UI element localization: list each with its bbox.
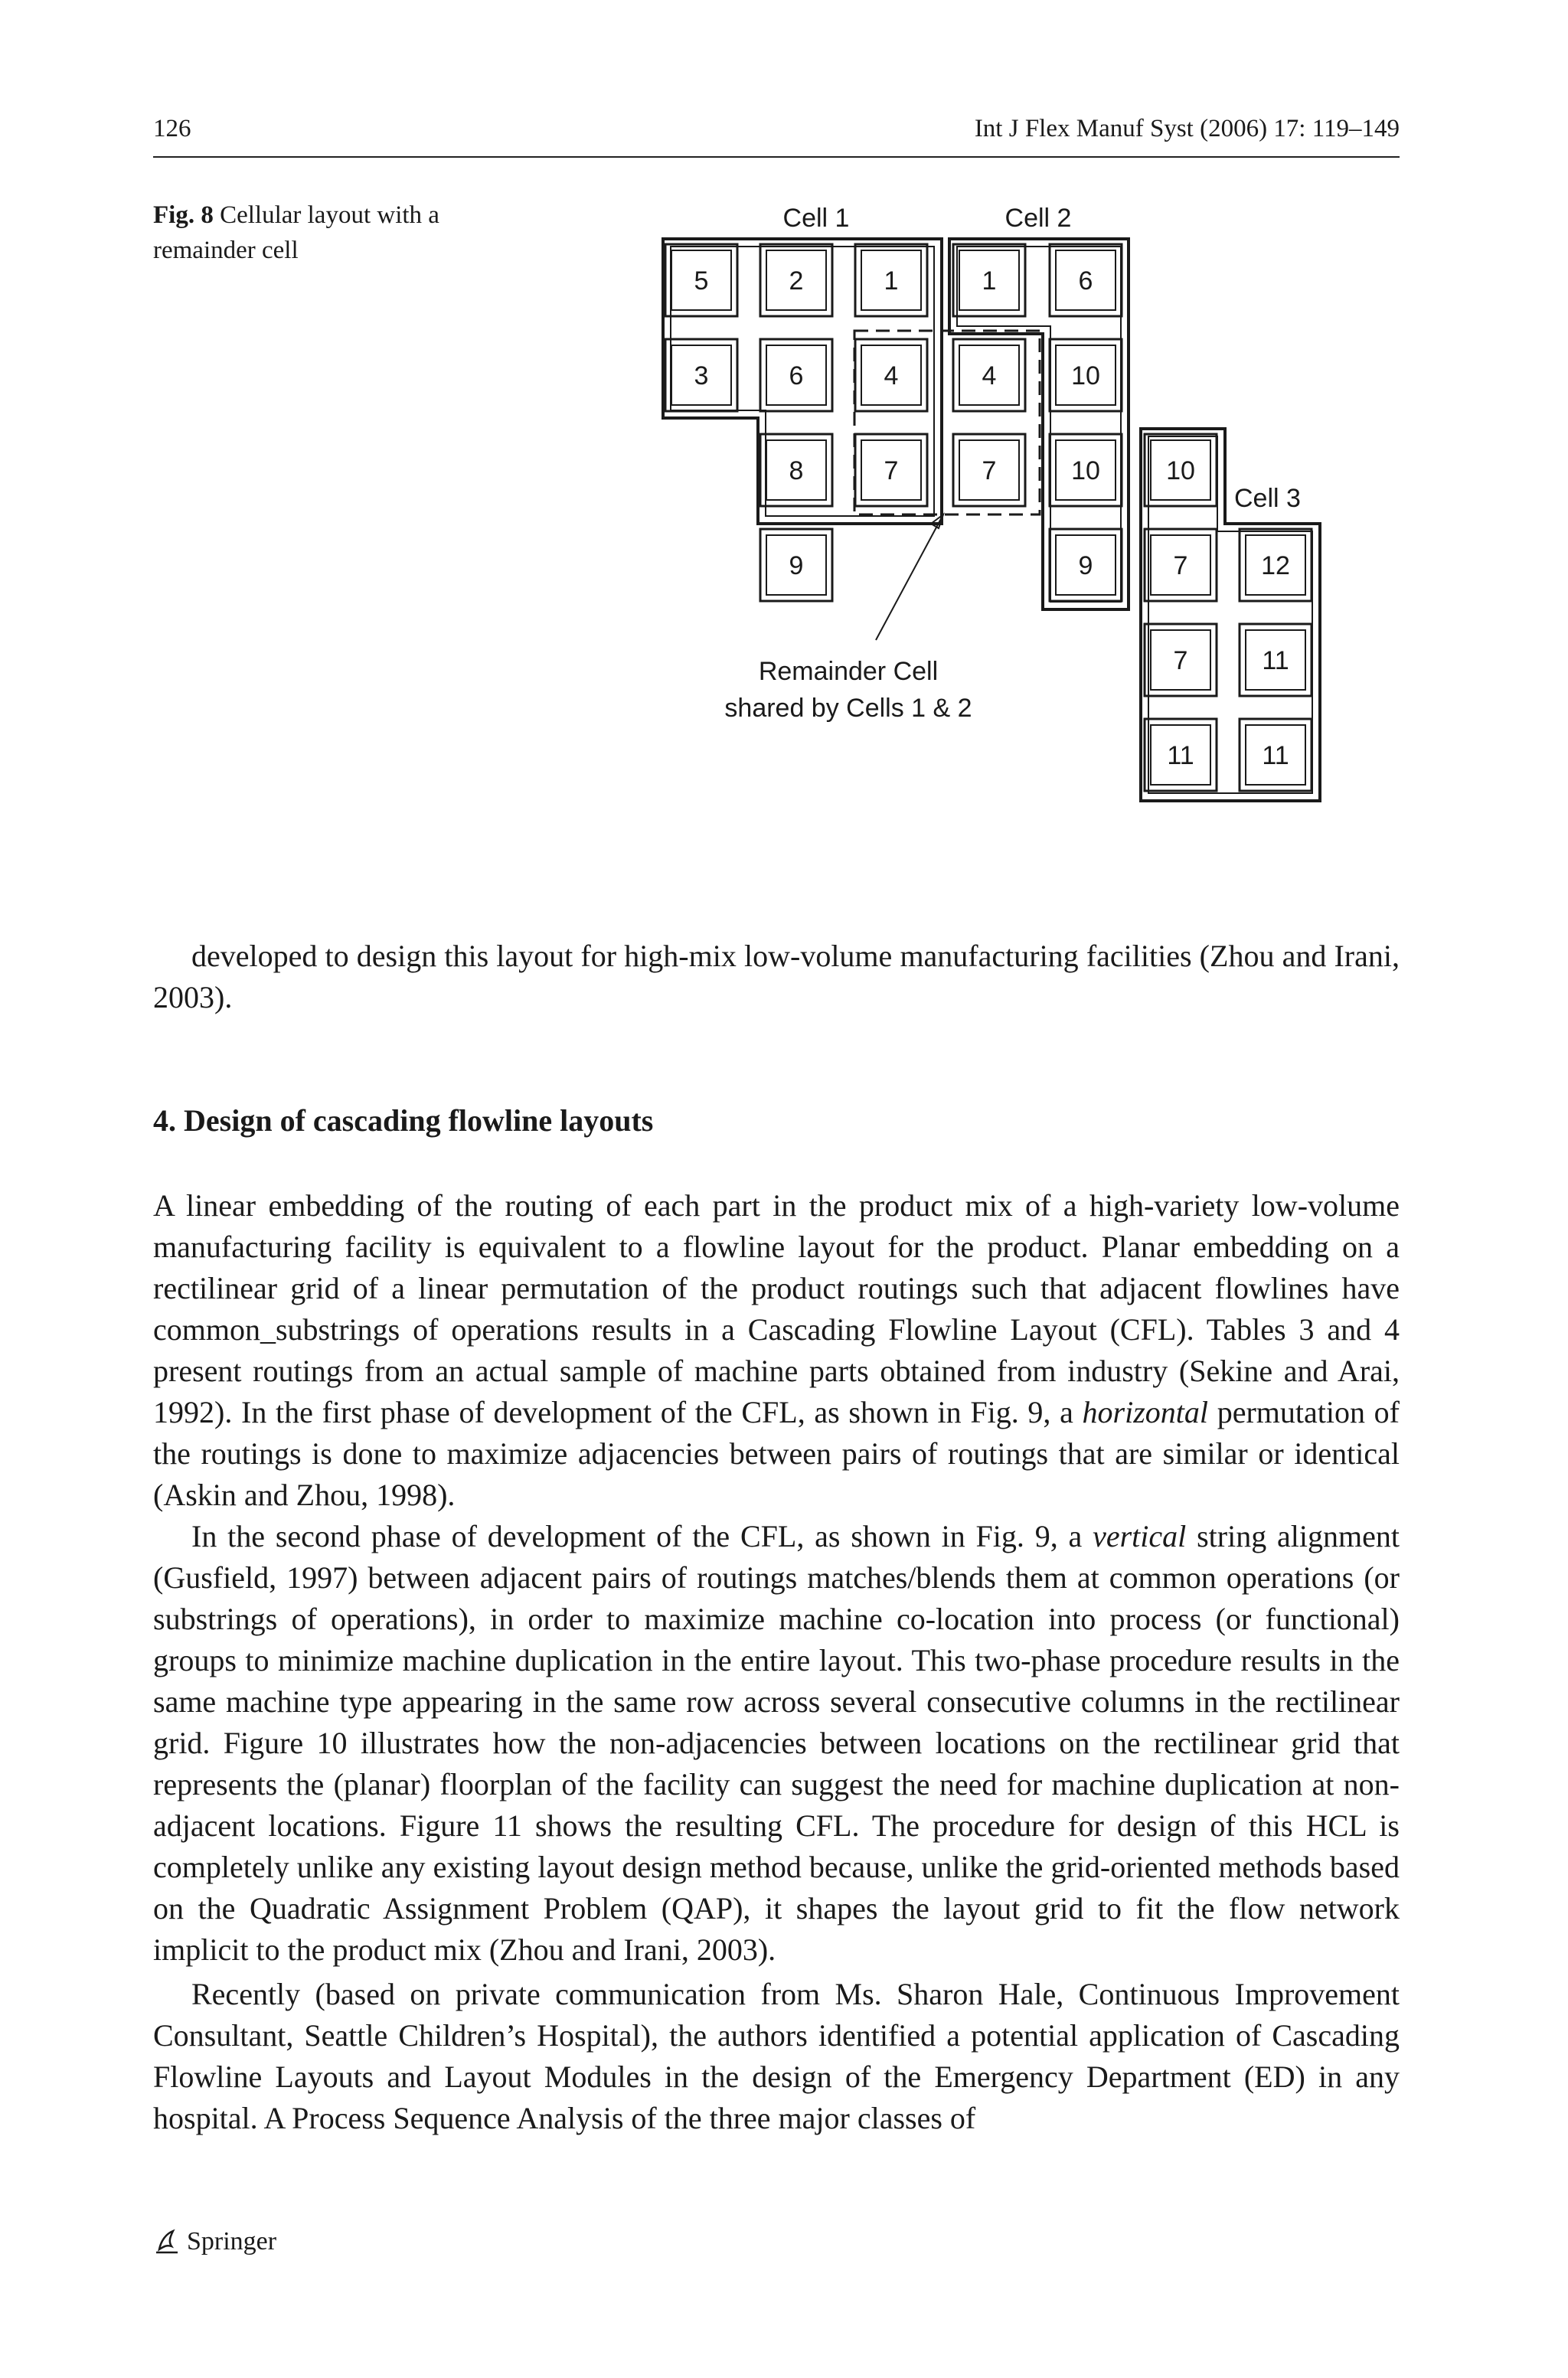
paragraph-1-part-b: permutation of the routings is done to maximize adjacencies between pairs of routings that are similar or identical (Askin and Zhou, 1998). [153, 1395, 1400, 1512]
page-footer [152, 2226, 276, 2257]
paragraph-2-part-a: In the second phase of development of the CFL, as shown in Fig. 9, a [191, 1519, 1093, 1553]
cell3-label: Cell 3 [1234, 484, 1301, 513]
machine-label: 10 [1071, 456, 1100, 485]
machine-box-c1-0 [665, 244, 737, 316]
page-number: 126 [153, 115, 191, 142]
machine-box-rem-1 [953, 339, 1025, 411]
machine-label: 1 [884, 266, 899, 296]
section-heading: 4. Design of cascading flowline layouts [153, 1103, 654, 1138]
machine-box-c1-6 [760, 529, 832, 601]
cell2-label: Cell 2 [1004, 204, 1072, 233]
publisher-name: Springer [187, 2227, 277, 2256]
machine-label: 6 [1078, 266, 1093, 296]
machine-label: 11 [1262, 646, 1289, 675]
machine-box-c1-4 [760, 339, 832, 411]
machine-label: 7 [1173, 551, 1188, 580]
paragraph-2-part-b: string alignment (Gusfield, 1997) between adjacent pairs of routings matches/blends them at common operations (or substrings of operations), in order to maximize machine co-location into process (or functional) groups to minimize machine duplication in the entire layout. This two-phase procedure results in the same machine type appearing in the same row across several consecutive columns in the rectilinear grid. Figure 10 illustrates how the non-adjacencies between locations on the rectilinear grid that represents the (planar) floorplan of the facility can suggest the need for machine duplication at non-adjacent locations. Figure 11 shows the resulting CFL. The procedure for design of this HCL is completely unlike any existing layout design method because, unlike the grid-oriented methods based on the Quadratic Assignment Problem (QAP), it shapes the layout grid to fit the flow network implicit to the product mix (Zhou and Irani, 2003). [153, 1519, 1400, 1967]
machine-box-c1-5 [760, 434, 832, 506]
remainder-label-line1: Remainder Cell [758, 657, 939, 686]
paragraph-2-emphasis: vertical [1093, 1519, 1187, 1553]
machine-box-c1-1 [760, 244, 832, 316]
springer-logo-icon [152, 2226, 182, 2257]
machine-label: 5 [694, 266, 709, 296]
paragraph-continued: developed to design this layout for high-mix low-volume manufacturing facilities (Zhou and Irani, 2003). [153, 939, 1400, 1014]
machine-label: 11 [1262, 741, 1289, 770]
paragraph-1-emphasis: horizontal [1082, 1395, 1209, 1429]
machine-box-rem-0 [855, 339, 927, 411]
machine-box-c1-3 [665, 339, 737, 411]
machine-box-rem-3 [953, 434, 1025, 506]
machine-box-c2-3 [1050, 434, 1122, 506]
machine-label: 2 [789, 266, 804, 296]
paragraph-1-part-a: A linear embedding of the routing of each part in the product mix of a high-variety low-volume manufacturing facility is equivalent to a flowline layout for the product. Planar embedding on a rectilinear grid of a linear permutation of the product routings such that adjacent flowlines have common_substrings of operations results in a Cascading Flowline Layout (CFL). Tables 3 and 4 present routings from an actual sample of machine parts obtained from industry (Sekine and Arai, 1992). In the first phase of development of the CFL, as shown in Fig. 9, a [153, 1188, 1400, 1429]
machine-box-c3-3 [1145, 624, 1217, 696]
machine-box-c2-4 [1050, 529, 1122, 601]
machine-label: 6 [789, 361, 804, 390]
machine-box-c1-2 [855, 244, 927, 316]
machine-label: 3 [694, 361, 709, 390]
machine-label: 7 [1173, 646, 1188, 675]
figure-label: Fig. 8 [153, 201, 214, 229]
machine-box-c3-4 [1240, 624, 1312, 696]
machine-label: 7 [982, 456, 997, 485]
machine-box-c2-0 [953, 244, 1025, 316]
machine-box-c3-0 [1145, 434, 1217, 506]
machine-label: 4 [884, 361, 899, 390]
machine-label: 9 [789, 551, 804, 580]
remainder-leader-line [876, 514, 943, 640]
machine-box-rem-2 [855, 434, 927, 506]
machine-label: 10 [1166, 456, 1195, 485]
machine-label: 9 [1078, 551, 1093, 580]
machine-label: 4 [982, 361, 997, 390]
machine-label: 12 [1261, 551, 1290, 580]
machine-label: 8 [789, 456, 804, 485]
machine-label: 1 [982, 266, 997, 296]
machine-box-c2-2 [1050, 339, 1122, 411]
machine-box-c3-1 [1145, 529, 1217, 601]
machine-box-c2-1 [1050, 244, 1122, 316]
paragraph-2 [153, 1516, 1400, 1971]
machine-label: 10 [1071, 361, 1100, 390]
cellular-layout-figure [0, 0, 1568, 842]
machine-label: 7 [884, 456, 899, 485]
figure-caption-text: Cellular layout with a remainder cell [153, 201, 439, 264]
machine-box-c3-2 [1240, 529, 1312, 601]
machine-box-c3-6 [1240, 719, 1312, 791]
body-text-main [153, 1185, 1400, 2139]
paragraph-1 [153, 1185, 1400, 1516]
remainder-label-line2: shared by Cells 1 & 2 [724, 694, 972, 723]
machine-label: 11 [1167, 741, 1194, 770]
cell1-label: Cell 1 [782, 204, 850, 233]
body-text-top [153, 936, 1400, 1018]
journal-citation: Int J Flex Manuf Syst (2006) 17: 119–149 [974, 115, 1400, 142]
machine-box-c3-5 [1145, 719, 1217, 791]
remainder-cell-outline [854, 331, 1040, 514]
paragraph-3: Recently (based on private communication from Ms. Sharon Hale, Continuous Improvement Consultant, Seattle Children’s Hospital), the authors identified a potential application of Cascading Flowline Layouts and Layout Modules in the design of the Emergency Department (ED) in any hospital. A Process Sequence Analysis of the three major classes of [153, 1977, 1400, 2135]
